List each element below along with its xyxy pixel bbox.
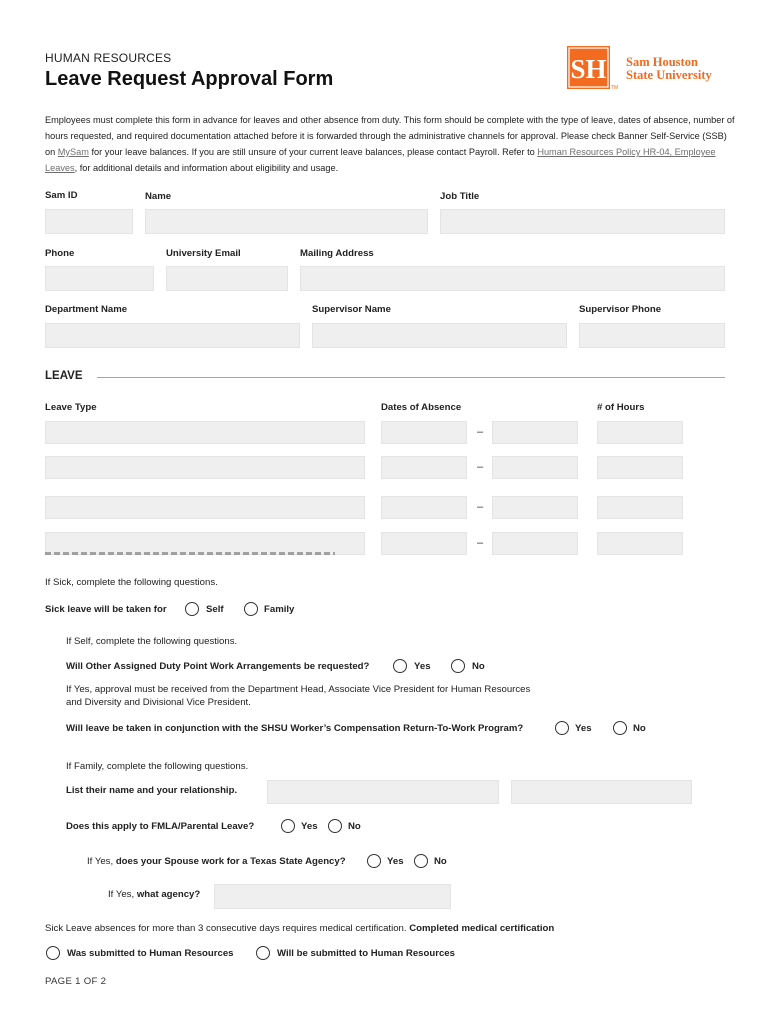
date-range-dash: – [477, 426, 484, 438]
leave-section-rule [97, 377, 725, 378]
intro-text-3: , for additional details and information about eligibility and usage. [74, 163, 339, 173]
workers-comp-question: Will leave be taken in conjunction with the SHSU Worker’s Compensation Return-To-Work Program? [66, 723, 524, 734]
department-label: Department Name [45, 304, 128, 315]
fmla-question: Does this apply to FMLA/Parental Leave? [66, 821, 255, 832]
duty-point-yes-radio[interactable] [393, 659, 407, 673]
university-logo [567, 46, 737, 94]
duty-point-question: Will Other Assigned Duty Point Work Arrangements be requested? [66, 661, 370, 672]
department-eyebrow: HUMAN RESOURCES [45, 51, 172, 65]
department-field[interactable] [45, 323, 300, 348]
workers-comp-yes-radio[interactable] [555, 721, 569, 735]
leave-type-header: Leave Type [45, 402, 97, 413]
date-range-dash: – [477, 537, 484, 549]
date-end-field-3[interactable] [492, 496, 578, 519]
fmla-no-radio[interactable] [328, 819, 342, 833]
leave-type-field-2[interactable] [45, 456, 365, 479]
intro-text-1: Employees must complete this form in advance for leaves and other absence from duty. This form should be complete with the type of leave, dates of absence, number of hours requested, and required documentation attached before it is forwarded through the administrative channels for approval. Please check Banner Self-Service (SSB) on [45, 115, 735, 157]
intro-text-2: for your leave balances. If you are still unsure of your current leave balances, please contact Payroll. Refer to [88, 147, 538, 157]
duty-point-yes-label: Yes [414, 661, 431, 672]
page-number: PAGE 1 OF 2 [45, 976, 107, 987]
leave-type-field-3[interactable] [45, 496, 365, 519]
duty-point-no-label: No [472, 661, 485, 672]
date-end-field-1[interactable] [492, 421, 578, 444]
hours-header: # of Hours [597, 402, 645, 413]
intro-paragraph [45, 112, 735, 176]
relationship-question: List their name and your relationship. [66, 785, 238, 796]
cert-submitted-radio[interactable] [46, 946, 60, 960]
cert-will-submit-label: Will be submitted to Human Resources [277, 948, 455, 959]
cert-submitted-label: Was submitted to Human Resources [67, 948, 234, 959]
mailing-address-field[interactable] [300, 266, 725, 291]
spouse-no-label: No [434, 856, 447, 867]
sam-id-label: Sam ID [45, 190, 78, 201]
spouse-yes-label: Yes [387, 856, 404, 867]
supervisor-name-label: Supervisor Name [312, 304, 391, 315]
dates-of-absence-header: Dates of Absence [381, 402, 462, 413]
hours-field-4[interactable] [597, 532, 683, 555]
fmla-no-label: No [348, 821, 361, 832]
workers-comp-no-radio[interactable] [613, 721, 627, 735]
hours-field-2[interactable] [597, 456, 683, 479]
approval-note-line-1: If Yes, approval must be received from the Department Head, Associate Vice President for Human Resources [66, 684, 531, 695]
phone-label: Phone [45, 248, 75, 259]
certification-note-text: Sick Leave absences for more than 3 consecutive days requires medical certification. [45, 923, 410, 934]
duty-point-no-radio[interactable] [451, 659, 465, 673]
leave-section-title: LEAVE [45, 370, 83, 382]
relationship-field[interactable] [511, 780, 692, 804]
spouse-question [87, 856, 346, 867]
name-field[interactable] [145, 209, 428, 234]
sam-id-field[interactable] [45, 209, 133, 234]
self-intro-text: If Self, complete the following questions. [66, 636, 238, 647]
date-start-field-2[interactable] [381, 456, 467, 479]
agency-question-prefix: If Yes, [108, 889, 137, 900]
certification-note [45, 923, 554, 934]
date-start-field-3[interactable] [381, 496, 467, 519]
mysam-link[interactable]: MySam [57, 147, 89, 157]
clipped-text-artifact [45, 552, 335, 555]
workers-comp-yes-label: Yes [575, 723, 592, 734]
agency-question [108, 889, 200, 900]
supervisor-phone-field[interactable] [579, 323, 725, 348]
logo-line-2: State University [626, 68, 712, 82]
date-end-field-2[interactable] [492, 456, 578, 479]
fmla-yes-label: Yes [301, 821, 318, 832]
fmla-yes-radio[interactable] [281, 819, 295, 833]
self-radio-label: Self [206, 604, 224, 615]
spouse-yes-radio[interactable] [367, 854, 381, 868]
date-range-dash: – [477, 461, 484, 473]
self-radio[interactable] [185, 602, 199, 616]
hours-field-1[interactable] [597, 421, 683, 444]
hours-field-3[interactable] [597, 496, 683, 519]
agency-question-text: what agency? [136, 889, 201, 900]
agency-field[interactable] [214, 884, 451, 909]
certification-note-bold: Completed medical certification [409, 923, 555, 934]
supervisor-phone-label: Supervisor Phone [579, 304, 662, 315]
supervisor-name-field[interactable] [312, 323, 567, 348]
workers-comp-no-label: No [633, 723, 646, 734]
logo-trademark: TM [611, 85, 619, 91]
spouse-question-prefix: If Yes, [87, 856, 116, 867]
email-field[interactable] [166, 266, 288, 291]
date-start-field-4[interactable] [381, 532, 467, 555]
hr-policy-link[interactable]: Human Resources Policy HR-04, Employee Leaves [45, 147, 716, 173]
sh-monogram-icon [567, 46, 610, 89]
job-title-field[interactable] [440, 209, 725, 234]
date-start-field-1[interactable] [381, 421, 467, 444]
family-member-name-field[interactable] [267, 780, 499, 804]
job-title-label: Job Title [440, 191, 480, 202]
cert-will-submit-radio[interactable] [256, 946, 270, 960]
logo-monogram-box [567, 46, 610, 89]
leave-type-field-1[interactable] [45, 421, 365, 444]
svg-text:SH: SH [570, 54, 607, 84]
spouse-no-radio[interactable] [414, 854, 428, 868]
page-title: Leave Request Approval Form [45, 68, 334, 90]
date-end-field-4[interactable] [492, 532, 578, 555]
phone-field[interactable] [45, 266, 154, 291]
date-range-dash: – [477, 501, 484, 513]
family-intro-text: If Family, complete the following questions. [66, 761, 249, 772]
family-radio-label: Family [264, 604, 295, 615]
sick-intro-text: If Sick, complete the following questions. [45, 577, 218, 588]
email-label: University Email [166, 248, 241, 259]
approval-note-line-2: and Diversity and Divisional Vice President. [66, 697, 251, 708]
mailing-address-label: Mailing Address [300, 248, 374, 259]
logo-line-1: Sam Houston [626, 55, 698, 69]
spouse-question-text: does your Spouse work for a Texas State Agency? [115, 856, 346, 867]
family-radio[interactable] [244, 602, 258, 616]
name-label: Name [145, 191, 172, 202]
sick-taken-for-label: Sick leave will be taken for [45, 604, 167, 615]
